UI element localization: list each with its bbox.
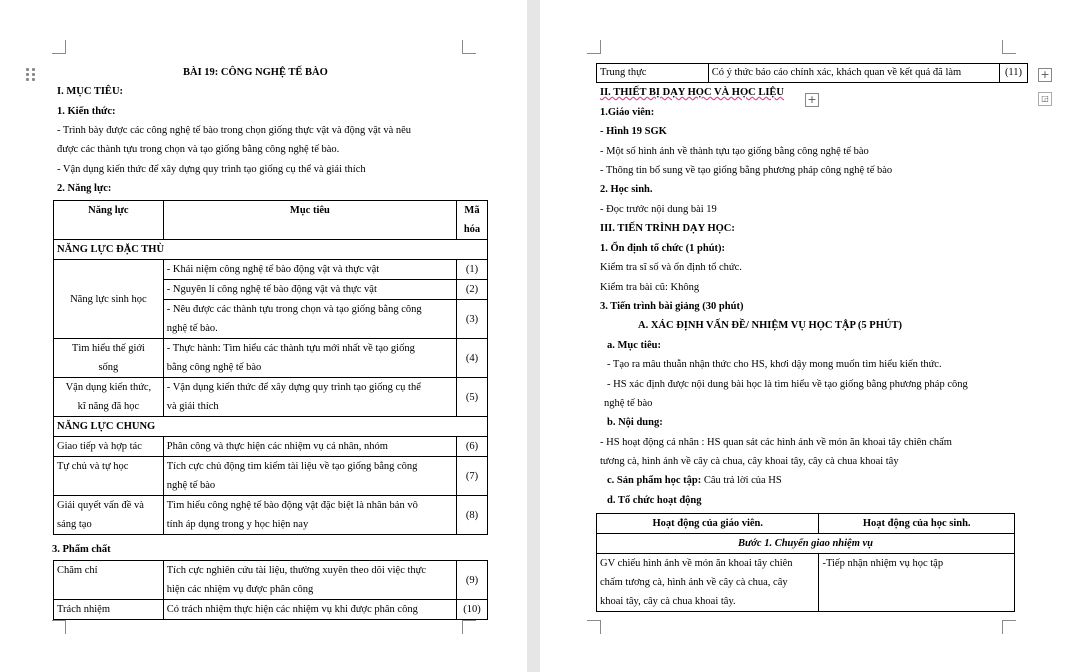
body-text: - Trình bày được các công nghệ tế bào trong chọn giống thực vật và động vật và nêu — [57, 125, 412, 136]
subsection-heading: 1. Ổn định tổ chức (1 phút): — [600, 243, 726, 254]
competency-label: Tự chủ và tự học — [54, 457, 164, 496]
section-heading: II. THIẾT BỊ DẠY HỌC VÀ HỌC LIỆU — [600, 87, 784, 98]
table-row — [597, 64, 1028, 83]
code-cell: (9) — [457, 561, 488, 600]
page-title: BÀI 19: CÔNG NGHỆ TẾ BÀO — [183, 67, 328, 78]
crop-mark — [52, 40, 66, 54]
code-cell: (11) — [1000, 64, 1028, 83]
drag-handle-icon[interactable] — [26, 68, 36, 82]
objective-cell: Có trách nhiệm thực hiện các nhiệm vụ khi được phân công — [163, 600, 456, 620]
crop-mark — [462, 40, 476, 54]
crop-mark — [52, 620, 66, 634]
competency-label: Vận dụng kiến thức, kĩ năng đã học — [54, 378, 164, 417]
table-row — [54, 561, 488, 600]
objective-cell: Tích cực chủ động tìm kiếm tài liệu về tạo giống bằng công nghệ tế bào — [163, 457, 456, 496]
table-header: Mục tiêu — [163, 201, 456, 240]
competency-label: Giao tiếp và hợp tác — [54, 437, 164, 457]
competency-table — [53, 200, 488, 535]
section-heading: A. XÁC ĐỊNH VẤN ĐỀ/ NHIỆM VỤ HỌC TẬP (5 PHÚT) — [638, 320, 902, 331]
body-text: - HS xác định được nội dung bài học là tìm hiểu về tạo giống bằng phương pháp công — [607, 379, 968, 390]
qualities-table-continued — [596, 63, 1028, 83]
document-page-1 — [0, 0, 527, 672]
document-page-2 — [540, 0, 1065, 672]
subsection-heading: b. Nội dung: — [607, 417, 663, 428]
table-row — [54, 339, 488, 378]
table-header: Hoạt động của giáo viên. — [597, 514, 819, 534]
body-text: - Một số hình ảnh về thành tựu tạo giống bằng công nghệ tế bào — [600, 146, 869, 157]
competency-label: Tìm hiểu thế giới sống — [54, 339, 164, 378]
table-resize-icon[interactable]: ◲ — [1038, 92, 1052, 106]
body-text: Kiểm tra bài cũ: Không — [600, 282, 700, 293]
quality-label: Trung thực — [597, 64, 709, 83]
body-text: - Tạo ra mâu thuẫn nhận thức cho HS, khơi dậy mong muốn tìm hiểu kiến thức. — [607, 359, 942, 370]
body-text: c. Sản phẩm học tập: Câu trả lời của HS — [607, 475, 782, 486]
table-header-row — [54, 201, 488, 240]
objective-cell: Tích cực nghiên cứu tài liệu, thường xuyên theo dõi việc thực hiện các nhiệm vụ được phân công — [163, 561, 456, 600]
table-header-row — [597, 514, 1015, 534]
body-text: - Vận dụng kiến thức để xây dựng quy trình tạo giống cụ thể và giải thích — [57, 164, 366, 175]
body-text: tương cà, hình ảnh về cây cà chua, cây khoai tây, cây cà chua khoai tây — [600, 456, 899, 467]
table-row — [54, 496, 488, 535]
section-heading: III. TIẾN TRÌNH DẠY HỌC: — [600, 223, 735, 234]
activity-table — [596, 513, 1015, 612]
qualities-table — [53, 560, 488, 620]
group-row: NĂNG LỰC CHUNG — [54, 417, 488, 437]
add-row-icon[interactable]: + — [1038, 68, 1052, 82]
table-row — [54, 600, 488, 620]
group-row: NĂNG LỰC ĐẶC THÙ — [54, 240, 488, 260]
quality-label: Chăm chỉ — [54, 561, 164, 600]
crop-mark — [1002, 40, 1016, 54]
table-header: Mã hóa — [457, 201, 488, 240]
section-heading: I. MỤC TIÊU: — [57, 86, 124, 97]
subsection-heading: 3. Phẩm chất — [52, 544, 111, 555]
crop-mark — [587, 620, 601, 634]
teacher-activity-cell: GV chiếu hình ảnh về món ăn khoai tây chiên chấm tương cà, hình ảnh về cây cà chua, cây khoai tây, cây cà chua khoai tây. — [597, 554, 819, 612]
code-cell: (7) — [457, 457, 488, 496]
body-text: - HS hoạt động cá nhân : HS quan sát các hình ảnh về món ăn khoai tây chiên chấm — [600, 437, 952, 448]
subsection-heading: 1.Giáo viên: — [600, 107, 655, 118]
code-cell: (5) — [457, 378, 488, 417]
objective-cell: - Vận dụng kiến thức để xây dựng quy trình tạo giống cụ thể và giải thích — [163, 378, 456, 417]
objective-cell: - Khái niệm công nghệ tế bào động vật và thực vật — [163, 260, 456, 280]
subsection-heading: a. Mục tiêu: — [607, 340, 661, 351]
table-header: Năng lực — [54, 201, 164, 240]
objective-cell: - Nguyên lí công nghệ tế bào động vật và thực vật — [163, 280, 456, 300]
code-cell: (1) — [457, 260, 488, 280]
subsection-heading: 2. Năng lực: — [57, 183, 112, 194]
subsection-heading: d. Tổ chức hoạt động — [607, 495, 702, 506]
table-row — [54, 457, 488, 496]
code-cell: (8) — [457, 496, 488, 535]
step-row: Bước 1. Chuyển giao nhiệm vụ — [597, 534, 1015, 554]
table-row — [54, 260, 488, 280]
objective-cell: Tìm hiểu công nghệ tế bào động vật đặc biệt là nhân bản vô tính áp dụng trong y học hiện nay — [163, 496, 456, 535]
crop-mark — [587, 40, 601, 54]
table-row — [597, 554, 1015, 612]
body-text: được các thành tựu trong chọn và tạo giống bằng công nghệ tế bào. — [57, 144, 340, 155]
table-row — [54, 437, 488, 457]
code-cell: (4) — [457, 339, 488, 378]
code-cell: (2) — [457, 280, 488, 300]
crop-mark — [1002, 620, 1016, 634]
code-cell: (6) — [457, 437, 488, 457]
body-text: nghệ tế bào — [604, 398, 653, 409]
body-text: - Hình 19 SGK — [600, 126, 667, 137]
body-text: - Đọc trước nội dung bài 19 — [600, 204, 717, 215]
student-activity-cell: -Tiếp nhận nhiệm vụ học tập — [819, 554, 1015, 612]
code-cell: (3) — [457, 300, 488, 339]
objective-cell: - Nêu được các thành tựu trong chọn và tạo giống bằng công nghệ tế bào. — [163, 300, 456, 339]
objective-cell: - Thực hành: Tìm hiểu các thành tựu mới nhất về tạo giống bằng công nghệ tế bào — [163, 339, 456, 378]
objective-cell: Phân công và thực hiện các nhiệm vụ cá nhân, nhóm — [163, 437, 456, 457]
subsection-heading: 1. Kiến thức: — [57, 106, 116, 117]
table-header: Hoạt động của học sinh. — [819, 514, 1015, 534]
subsection-heading: 2. Học sinh. — [600, 184, 653, 195]
code-cell: (10) — [457, 600, 488, 620]
table-row — [54, 378, 488, 417]
body-text: Kiểm tra sĩ số và ổn định tổ chức. — [600, 262, 742, 273]
add-column-icon[interactable]: + — [805, 93, 819, 107]
crop-mark — [462, 620, 476, 634]
objective-cell: Có ý thức báo cáo chính xác, khách quan về kết quả đã làm — [708, 64, 999, 83]
competency-label: Giải quyết vấn đề và sáng tạo — [54, 496, 164, 535]
body-text: - Thông tin bổ sung về tạo giống bằng phương pháp công nghệ tế bào — [600, 165, 893, 176]
competency-label: Năng lực sinh học — [54, 260, 164, 339]
quality-label: Trách nhiệm — [54, 600, 164, 620]
subsection-heading: 3. Tiến trình bài giảng (30 phút) — [600, 301, 744, 312]
